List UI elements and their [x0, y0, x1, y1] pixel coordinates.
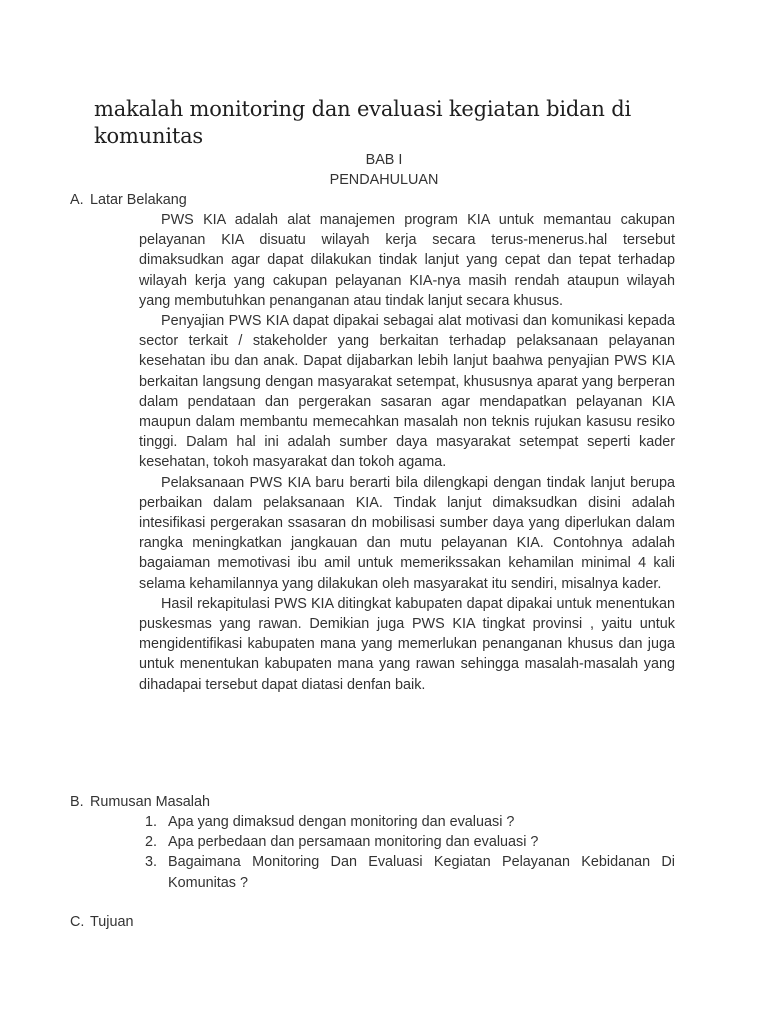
document-title: makalah monitoring dan evaluasi kegiatan bidan di komunitas — [94, 97, 631, 148]
list-item-text: Apa yang dimaksud dengan monitoring dan evaluasi ? — [168, 814, 515, 830]
latar-belakang-body — [139, 210, 675, 695]
list-item-text: Bagaimana Monitoring Dan Evaluasi Kegiatan Pelayanan Kebidanan Di Komunitas ? — [168, 854, 675, 891]
section-heading-rumusan-masalah — [70, 792, 210, 812]
section-letter: C. — [70, 914, 85, 930]
paragraph: Pelaksanaan PWS KIA baru berarti bila dilengkapi dengan tindak lanjut berupa perbaikan dalam pelaksanaan KIA. Tindak lanjut dimaksudkan disini adalah intesifikasi pergerakan ssasaran dn mobilisasi sumber daya yang diperlukan dalam rangka meningkatkan jangkauan dan mutu pelayanan KIA. Contohnya adalah bagaiaman memotivasi ibu amil untuk memerikssakan kehamilan minimal 4 kali selama kehamilannya yang dilakukan oleh masyarakat itu sendiri, misalnya kader. — [139, 474, 675, 592]
list-item — [145, 832, 675, 852]
section-title: Latar Belakang — [90, 192, 187, 208]
section-heading-tujuan — [70, 912, 133, 932]
section-title: Rumusan Masalah — [90, 794, 210, 810]
section-letter: A. — [70, 192, 84, 208]
chapter-header — [0, 150, 768, 190]
paragraph: Penyajian PWS KIA dapat dipakai sebagai alat motivasi dan komunikasi kepada sector terkait / stakeholder yang berkaitan terhadap pelaksanaan pelayanan kesehatan ibu dan anak. Dapat dijabarkan lebih lanjut baahwa penyajian PWS KIA berkaitan langsung dengan masyarakat setempat, khususnya aparat yang berperan dalam pendataan dan pergerakan sasaran agar mendapatkan pelayanan KIA maupun dalam membantu memecahkan masalah non teknis rujukan kasusu resiko tinggi. Dalam hal ini adalah sumber daya masyarakat setempat seperti kader kesehatan, tokoh masyarakat dan tokoh agama. — [139, 313, 675, 471]
rumusan-masalah-list — [145, 812, 675, 893]
chapter-number: BAB I — [365, 152, 403, 168]
section-title: Tujuan — [90, 914, 134, 930]
list-item — [145, 812, 675, 832]
paragraph: PWS KIA adalah alat manajemen program KIA untuk memantau cakupan pelayanan KIA disuatu wilayah kerja secara terus-menerus.hal tersebut dimaksudkan agar dapat dilakukan tindak lanjut yang cepat dan tepat terhadap wilayah kerja yang cakupan pelayanan KIA-nya masih rendah ataupun wilayah yang membutuhkan penanganan atau tindak lanjut secara khusus. — [139, 212, 675, 309]
section-letter: B. — [70, 794, 84, 810]
list-number: 1. — [145, 814, 158, 830]
list-item — [145, 852, 675, 892]
list-number: 2. — [145, 834, 158, 851]
list-number: 3. — [145, 854, 158, 871]
chapter-name: PENDAHULUAN — [329, 172, 439, 189]
list-item-text: Apa perbedaan dan persamaan monitoring dan evaluasi ? — [168, 834, 539, 851]
paragraph: Hasil rekapitulasi PWS KIA ditingkat kabupaten dapat dipakai untuk menentukan puskesmas yang rawan. Demikian juga PWS KIA tingkat provinsi , yaitu untuk mengidentifikasi kabupaten mana yang memerlukan penanganan khusus dan juga untuk menentukan kabupaten mana yang rawan sehingga masalah-masalah yang dihadapai tersebut dapat diatasi denfan baik. — [139, 595, 675, 693]
section-heading-latar-belakang — [70, 190, 187, 210]
